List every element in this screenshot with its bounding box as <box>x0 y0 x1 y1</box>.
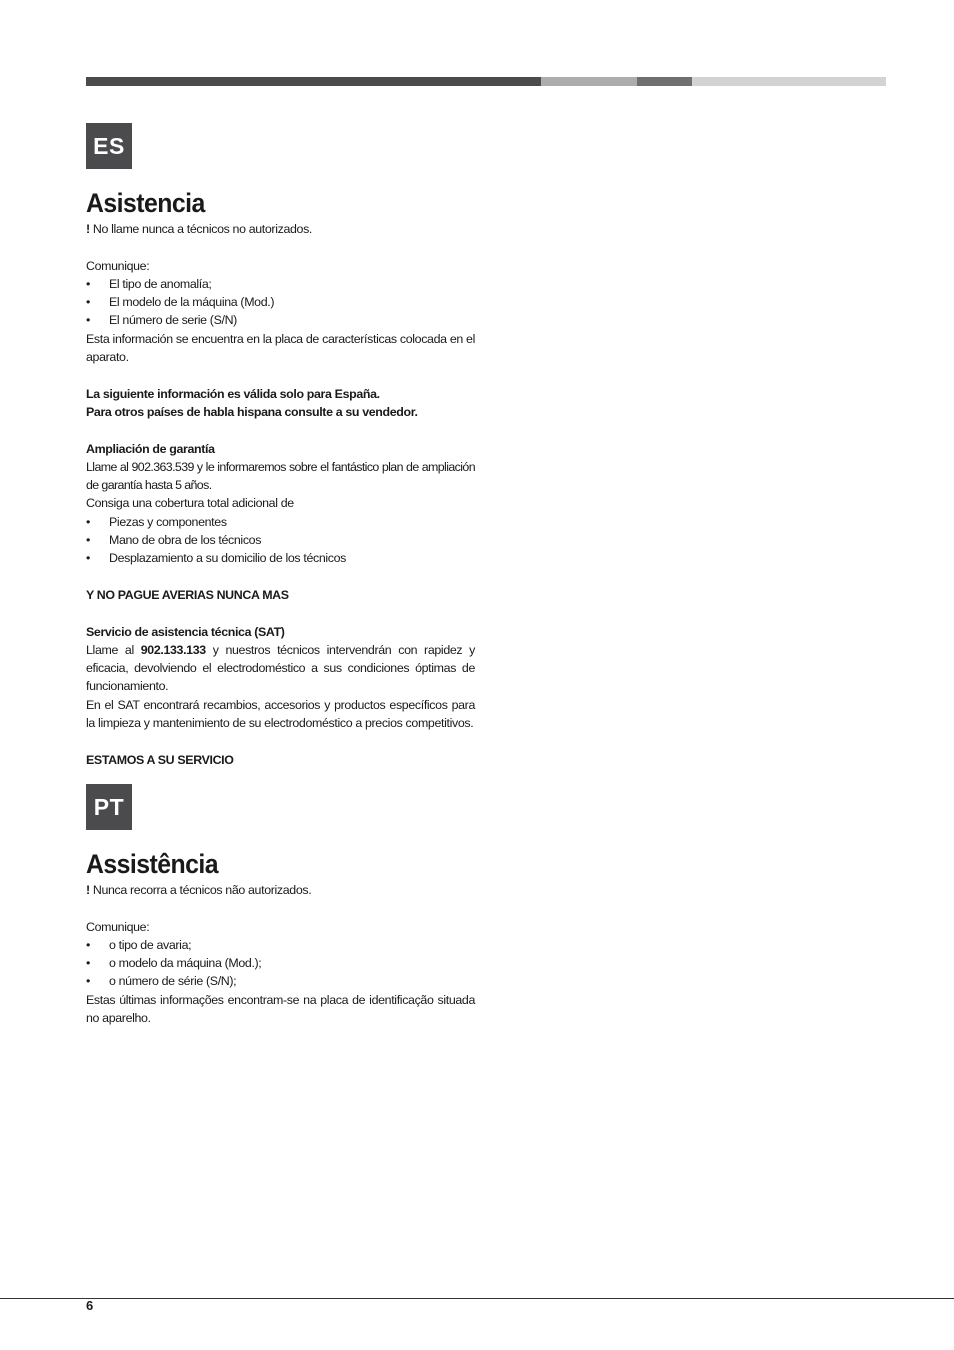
header-bar-segment-light <box>541 77 637 86</box>
other-countries-notice: Para otros países de habla hispana consulte a su vendedor. <box>86 404 418 419</box>
list-item: • El modelo de la máquina (Mod.) <box>86 295 275 310</box>
section-es <box>86 186 475 769</box>
list-item: • El tipo de anomalía; <box>86 276 212 291</box>
sat-text-2: En el SAT encontrará recambios, accesorios y productos específicos para la limpieza y mantenimiento de su electrodoméstico a precios competitivos. <box>86 697 475 731</box>
info-list-es <box>86 275 475 330</box>
sat-phone: 902.133.133 <box>140 642 206 657</box>
spain-only-notice: La siguiente información es válida solo para España. <box>86 386 380 401</box>
footer-divider <box>0 1298 954 1299</box>
warning-pt <box>86 881 475 899</box>
sat-text: Llame al 902.133.133 y nuestros técnicos intervendrán con rapidez y eficacia, devolviendo el electrodoméstico a sus condiciones óptimas de funcionamiento. <box>86 642 475 694</box>
list-item: • o tipo de avaria; <box>86 937 192 952</box>
service-slogan: ESTAMOS A SU SERVICIO <box>86 752 234 767</box>
language-badge-es: ES <box>86 123 132 169</box>
header-color-bar <box>86 77 886 86</box>
plate-info: Esta información se encuentra en la placa de características colocada en el aparato. <box>86 331 475 365</box>
header-bar-segment-mid <box>637 77 692 86</box>
page-title-es: Asistencia <box>86 188 205 218</box>
warning-es <box>86 220 475 238</box>
coverage-list <box>86 513 475 568</box>
warning-text: Nunca recorra a técnicos não autorizados. <box>92 883 312 897</box>
communicate-label: Comunique: <box>86 258 150 273</box>
warranty-heading: Ampliación de garantía <box>86 441 215 456</box>
language-badge-pt: PT <box>86 784 132 830</box>
warranty-text: Llame al 902.363.539 y le informaremos sobre el fantástico plan de ampliación de garantía hasta 5 años. <box>86 459 475 493</box>
sat-heading: Servicio de asistencia técnica (SAT) <box>86 624 285 639</box>
list-item: • Mano de obra de los técnicos <box>86 533 262 548</box>
no-pay-slogan: Y NO PAGUE AVERIAS NUNCA MAS <box>86 587 289 602</box>
coverage-intro: Consiga una cobertura total adicional de <box>86 496 294 511</box>
list-item: • o número de série (S/N); <box>86 974 237 989</box>
warning-mark: ! <box>86 222 90 236</box>
header-bar-segment-dark <box>86 77 541 86</box>
list-item: • El número de serie (S/N) <box>86 313 237 328</box>
list-item: • Piezas y componentes <box>86 514 227 529</box>
list-item: • o modelo da máquina (Mod.); <box>86 956 262 971</box>
communicate-label: Comunique: <box>86 919 150 934</box>
warning-text: No llame nunca a técnicos no autorizados. <box>92 222 313 236</box>
list-item: • Desplazamiento a su domicilio de los técnicos <box>86 551 347 566</box>
header-bar-segment-pale <box>692 77 886 86</box>
page-title-pt: Assistência <box>86 849 219 879</box>
page-number: 6 <box>86 1298 94 1313</box>
warning-mark: ! <box>86 883 90 897</box>
section-pt <box>86 847 475 1027</box>
plate-info: Estas últimas informações encontram-se na placa de identificação situada no aparelho. <box>86 992 475 1026</box>
info-list-pt <box>86 936 475 991</box>
